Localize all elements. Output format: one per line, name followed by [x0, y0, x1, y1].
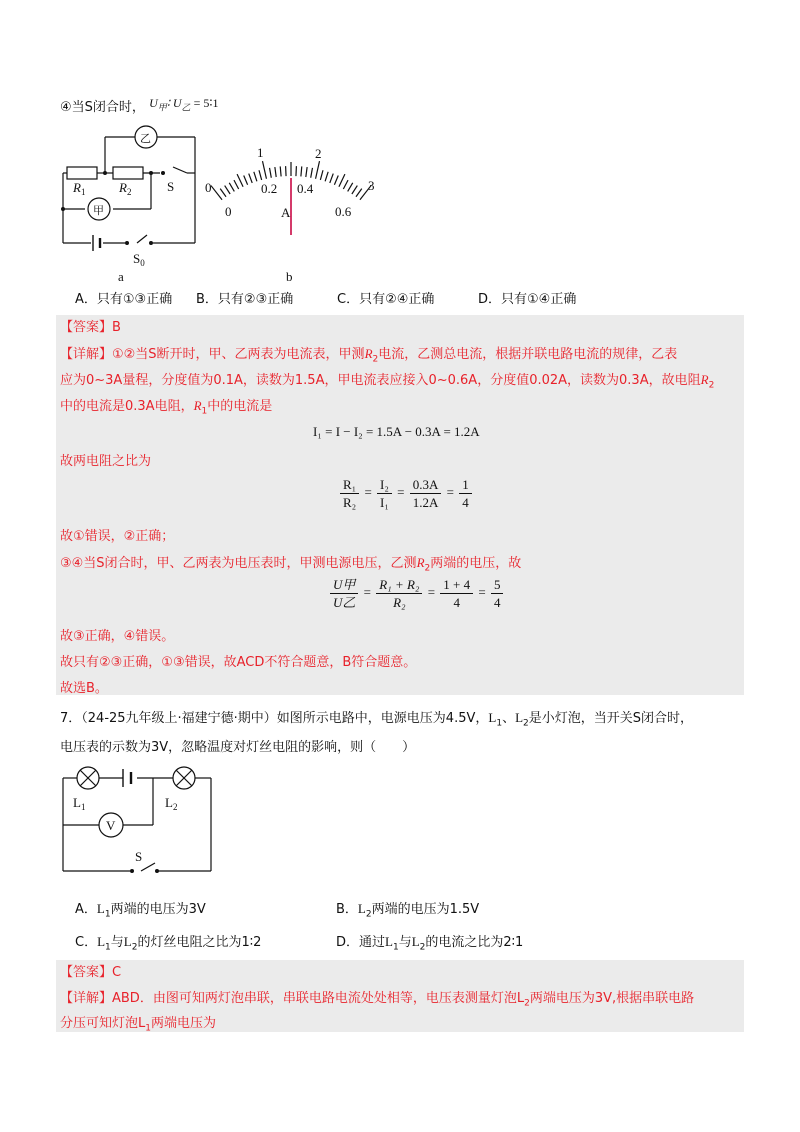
scale-tick [311, 168, 313, 178]
scale-tick [270, 168, 272, 178]
scale-tick [301, 166, 302, 176]
option-b[interactable]: B．只有②③正确 [196, 292, 294, 307]
circuit-figure-q7 [55, 763, 220, 875]
q7-option-c[interactable]: C．$L_1$与$L_2$的灯丝电阻之比为1∶2 [75, 934, 262, 953]
q6-statement-4: ④当S闭合时， $U_甲∶$ $U_乙$ = 5∶1 [60, 96, 219, 115]
scale-tick [339, 174, 345, 187]
svg-text:0.6: 0.6 [335, 204, 352, 219]
svg-text:R2: $R_2$ [119, 180, 132, 197]
scale-tick [259, 170, 262, 180]
scale-tick [254, 172, 257, 182]
svg-text:0.2: 0.2 [261, 181, 278, 196]
scale-tick [356, 189, 362, 197]
scale-tick [262, 161, 266, 179]
scale-tick [330, 174, 333, 183]
circuit-figure-a [55, 125, 200, 285]
q7-detail-line-1: 【详解】ABD．由图可知两灯泡串联，串联电路电流处处相等，电压表测量灯泡$L_2$两端电压为3V,根据串联电路 [60, 991, 695, 1009]
q6-answer: 【答案】B [60, 320, 121, 335]
option-d[interactable]: D．只有①④正确 [478, 292, 577, 307]
q7-option-b[interactable]: B．$L_2$两端的电压为1.5V [336, 901, 480, 920]
scale-tick [234, 180, 239, 189]
q6-conclusion-3: 故只有②③正确，①③错误，故ACD不符合题意，B符合题意。 [60, 655, 417, 670]
scale-tick [225, 186, 230, 194]
q6-detail-line-2: 应为0~3A量程，分度值为0.1A，读数为1.5A，甲电流表应接入0~0.6A，分度值0.02A，读数为0.3A，故电阻$R_2$ [60, 372, 715, 391]
scale-tick [306, 167, 307, 177]
svg-text:a: a [118, 269, 124, 284]
option-a[interactable]: A．只有①③正确 [75, 292, 173, 307]
scale-tick [244, 176, 248, 185]
svg-text:0: 0 [205, 180, 212, 195]
scale-tick [343, 180, 348, 189]
svg-text:甲: 甲 [93, 205, 104, 217]
q7-option-d[interactable]: D．通过$L_1$与$L_2$的电流之比为2∶1 [336, 934, 524, 953]
svg-text:L1: $L_1$ [73, 795, 86, 812]
ammeter-scale-figure-b [195, 138, 390, 283]
scale-tick [249, 174, 252, 183]
formula-voltage-ratio: $\frac{\text{U甲}}{\text{U乙}}$ = $\frac{\text{R₁ + R₂}}{\text{R₂}}$ = $\frac{1 + 4}{4}$ = $\frac{5}{4}$ [328, 576, 505, 611]
svg-text:A: A [281, 205, 291, 220]
scale-tick [316, 161, 320, 179]
svg-text:S: S [167, 179, 175, 194]
formula-current: I₁ = I − I₂ = 1.5A − 0.3A = 1.2A [313, 424, 480, 439]
q6-detail-line-3: 中的电流是0.3A电阻，$R_1$中的电流是 [60, 398, 273, 417]
svg-text:S0: $S_0$ [133, 251, 145, 268]
q7-stem-line-1: 7．（24-25九年级上·福建宁德·期中）如图所示电路中，电源电压为4.5V，$L_1$、$L_2$是小灯泡，当开关S闭合时， [60, 710, 694, 729]
q6-conclusion-2: 故③正确，④错误。 [60, 629, 175, 644]
svg-text:L2: $L_2$ [165, 795, 178, 812]
q6-conclusion-4: 故选B。 [60, 681, 108, 696]
formula-resistance-ratio: $\frac{\text{R₁}}{\text{R₂}}$ = $\frac{\text{I₂}}{\text{I₁}}$ = $\frac{0.3A}{1.2A}$ = $\frac{1}{4}$ [338, 476, 474, 511]
q7-answer: 【答案】C [60, 965, 122, 980]
scale-tick [220, 189, 226, 197]
scale-tick [237, 174, 243, 187]
scale-tick [275, 167, 276, 177]
lamp-l1-icon [77, 767, 99, 789]
scale-tick [334, 176, 338, 185]
option-c[interactable]: C．只有②④正确 [337, 292, 435, 307]
svg-text:2: 2 [315, 146, 322, 161]
q6-detail-34: ③④当S闭合时，甲、乙两表为电压表时，甲测电源电压，乙测$R_2$两端的电压，故 [60, 555, 522, 574]
svg-text:R1: $R_1$ [73, 180, 86, 197]
svg-text:S: S [135, 849, 143, 864]
svg-text:0.4: 0.4 [297, 181, 314, 196]
svg-text:1: 1 [257, 145, 264, 160]
scale-tick [348, 183, 353, 192]
svg-text:乙: 乙 [140, 133, 151, 145]
scale-tick [352, 186, 357, 194]
scale-tick [320, 170, 323, 180]
q7-stem-line-2: 电压表的示数为3V，忽略温度对灯丝电阻的影响，则（ ） [60, 740, 416, 755]
q6-conclusion-1: 故①错误，②正确； [60, 529, 175, 544]
q7-option-a[interactable]: A．$L_1$两端的电压为3V [75, 901, 206, 920]
q6-detail-line-1: 【详解】①②当S断开时，甲、乙两表为电流表，甲测$R_2$电流，乙测总电流，根据并联电路电流的规律，乙表 [60, 346, 678, 365]
scale-tick [280, 166, 281, 176]
svg-text:3: 3 [368, 178, 375, 193]
scale-tick [211, 186, 222, 200]
svg-text:b: b [286, 269, 293, 283]
scale-tick [229, 183, 234, 192]
svg-text:0: 0 [225, 204, 232, 219]
scale-tick [325, 172, 328, 182]
q7-detail-line-2: 分压可知灯泡$L_1$两端电压为 [60, 1016, 217, 1034]
svg-text:V: V [106, 818, 116, 833]
q6-ratio-intro: 故两电阻之比为 [60, 454, 152, 469]
lamp-l2-icon [173, 767, 195, 789]
